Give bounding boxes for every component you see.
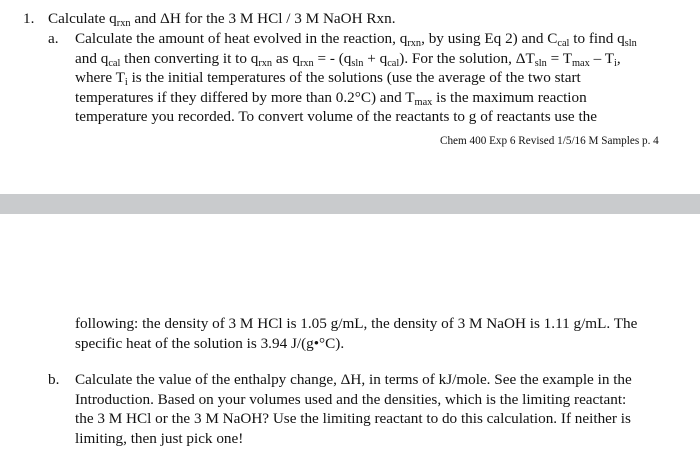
question-number: 1. (23, 10, 35, 27)
part-a-line-3: where $T_i$ is the initial temperatures of the solutions (use the average of the two start (75, 69, 581, 89)
part-b-line-4: limiting, then just pick one! (75, 429, 244, 447)
page-break-band (0, 194, 700, 214)
part-b-line-2: Introduction. Based on your volumes used and the densities, which is the limiting reactant: (75, 390, 627, 408)
part-b-line-1: Calculate the value of the enthalpy change, ΔH, in terms of kJ/mole. See the example in the (75, 371, 632, 388)
part-a-line-2: and $q_{cal}$ then converting it to $q_{rxn}$ as $q_{rxn}$ = - $(q_{sln} + q_{cal})$. For the solution, $\Delta T_{sln} = T_{max} - T_i$, (75, 49, 621, 69)
part-a-continuation-line-1: following: the density of 3 M HCl is 1.05 g/mL, the density of 3 M NaOH is 1.11 g/mL. The (75, 315, 638, 332)
part-b-line-3: the 3 M HCl or the 3 M NaOH? Use the limiting reactant to do this calculation. If neither is (75, 410, 631, 428)
part-a-line-4: temperatures if they differed by more than 0.2°C) and $T_{max}$ is the maximum reaction (75, 88, 587, 108)
page-footer: Chem 400 Exp 6 Revised 1/5/16 M Samples p. 4 (440, 135, 659, 147)
part-a-continuation-line-2: specific heat of the solution is 3.94 J/(g•°C). (75, 334, 345, 352)
part-a-line-1: Calculate the amount of heat evolved in the reaction, $q_{rxn}$, by using Eq 2) and $C_{cal}$ to find $q_{sln}$ (75, 30, 637, 49)
question-title: Calculate $q_{rxn}$ and ΔH for the 3 M HCl / 3 M NaOH Rxn. (48, 10, 396, 29)
part-b-label: b. (48, 371, 60, 388)
part-a-label: a. (48, 30, 59, 47)
part-a-line-5: temperature you recorded. To convert volume of the reactants to g of reactants use the (75, 108, 597, 126)
